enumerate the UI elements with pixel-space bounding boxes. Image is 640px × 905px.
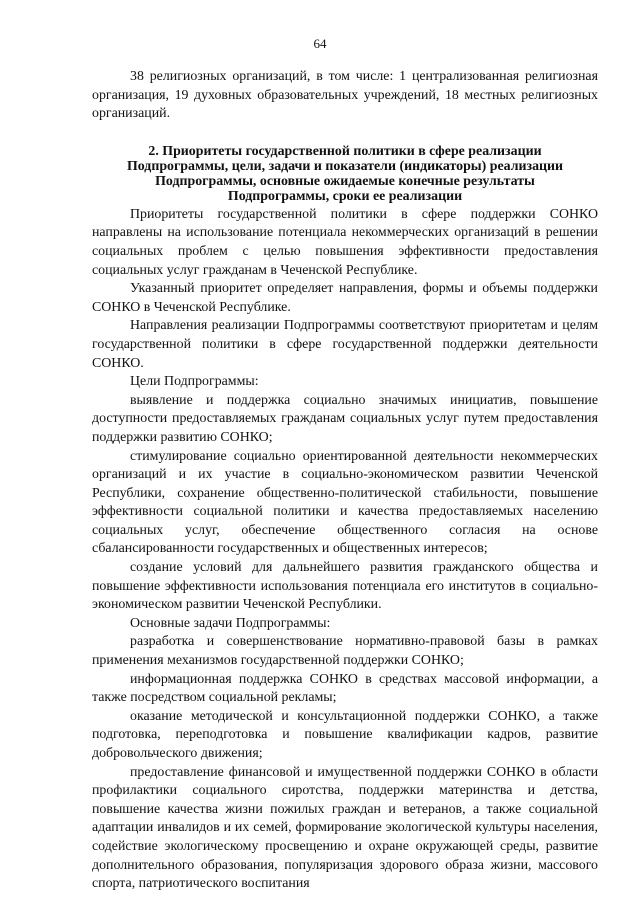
intro-paragraph: 38 религиозных организаций, в том числе: 1 централизованная религиозная организация, 19 духовных образовательных учреждений, 18 местных религиозных организаций. [92,69,598,122]
paragraph-directions: Направления реализации Подпрограммы соответствуют приоритетам и целям государственной политики в сфере государственной поддержки деятельности СОНКО. [92,318,598,371]
paragraph-task-1: разработка и совершенствование нормативно-правовой базы в рамках применения механизмов государственной поддержки СОНКО; [92,634,598,669]
section-heading: 2. Приоритеты государственной политики в сфере реализации Подпрограммы, цели, задачи и показатели (индикаторы) реализации Подпрограммы, основные ожидаемые конечные результаты Подпрограммы, сроки ее реализации [126,143,564,204]
document-body [92,68,598,894]
paragraph-task-4: предоставление финансовой и имущественной поддержки СОНКО в области профилактики социального сиротства, поддержки материнства и детства, повышение качества жизни пожилых граждан и ветеранов, а также социальной адаптации инвалидов и их семей, формирование экологической культуры населения, содействие экологическому просвещению и охране окружающей среды, развитие дополнительного образования, популяризация здорового образа жизни, массового спорта, патриотического воспитания [92,764,598,892]
paragraph-priorities: Приоритеты государственной политики в сфере поддержки СОНКО направлены на использование потенциала некоммерческих организаций в решении социальных проблем с целью повышения эффективности предоставления социальных услуг гражданам в Чеченской Республике. [92,206,598,278]
paragraph-goal-2: стимулирование социально ориентированной деятельности некоммерческих организаций и их участие в социально-экономическом развитии Чеченской Республики, сохранение общественно-политической стабильности, повышение эффективности социальной политики и качества предоставляемых населению социальных услуг, обеспечение общественного согласия на основе сбалансированности государственных и общественных интересов; [92,448,598,557]
paragraph-task-3: оказание методической и консультационной поддержки СОНКО, а также подготовка, переподготовка и повышение квалификации кадров, развитие добровольческого движения; [92,708,598,761]
paragraph-goals-heading: Цели Подпрограммы: [130,374,259,390]
paragraph-goal-3: создание условий для дальнейшего развития гражданского общества и повышение эффективности использования потенциала его институтов в социально-экономическом развитии Чеченской Республики. [92,560,598,613]
paragraph-task-2: информационная поддержка СОНКО в средствах массовой информации, а также посредством социальной рекламы; [92,671,598,706]
page-number: 64 [313,36,327,51]
paragraph-priority-defines: Указанный приоритет определяет направления, формы и объемы поддержки СОНКО в Чеченской Республике. [92,281,598,315]
paragraph-goal-1: выявление и поддержка социально значимых инициатив, повышение доступности предоставляемых гражданам социальных услуг путем предоставления поддержки развитию СОНКО; [92,392,598,445]
paragraph-tasks-heading: Основные задачи Подпрограммы: [130,615,331,631]
